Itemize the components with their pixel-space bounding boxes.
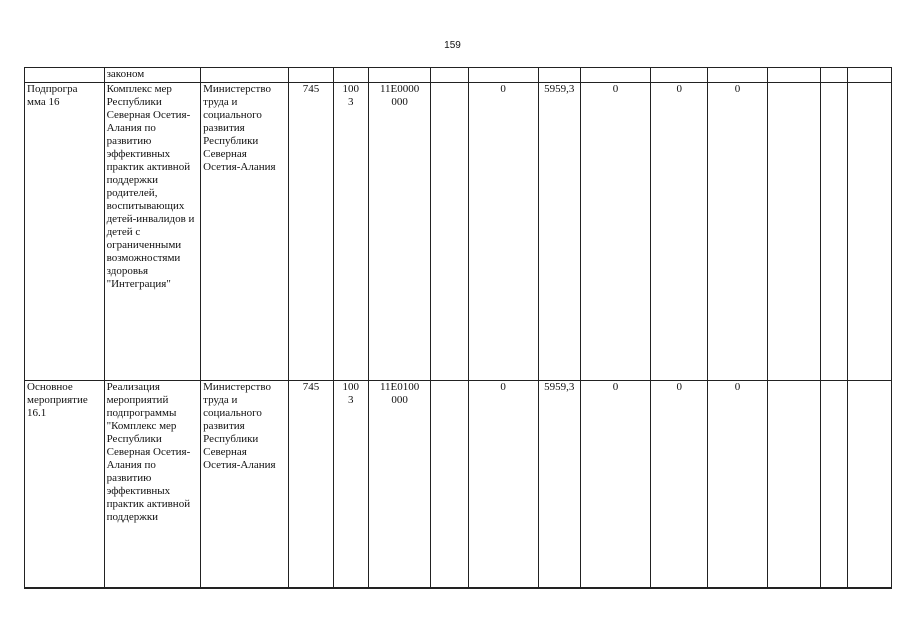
- table-row: [25, 83, 892, 381]
- program-name-cell: Основное мероприятие 16.1: [25, 381, 105, 589]
- csr-cell: 11Е0100 000: [368, 381, 431, 589]
- budget-table: [24, 67, 892, 589]
- table-cell: [848, 83, 892, 381]
- rzpr-cell: 100 3: [333, 381, 368, 589]
- grbs-cell: 745: [289, 381, 334, 589]
- program-name-cell: Подпрогра мма 16: [25, 83, 105, 381]
- value-cell: 0: [708, 381, 767, 589]
- table-cell: [767, 83, 820, 381]
- value-cell: 0: [468, 381, 538, 589]
- value-cell: 0: [708, 83, 767, 381]
- csr-cell: 11Е0000 000: [368, 83, 431, 381]
- page-number: 159: [444, 40, 461, 51]
- value-cell: 0: [581, 381, 651, 589]
- value-cell: 0: [581, 83, 651, 381]
- table-cell: [581, 68, 651, 83]
- rzpr-cell: 100 3: [333, 83, 368, 381]
- program-title-cell: Реализация мероприятий подпрограммы "Комплекс мер Республики Северная Осетия-Алания по развитию эффективных практик активной поддержки: [104, 381, 201, 589]
- executor-cell: Министерство труда и социального развития Республики Северная Осетия-Алания: [201, 83, 289, 381]
- table-row: [25, 381, 892, 589]
- table-cell: [767, 381, 820, 589]
- table-cell: [201, 68, 289, 83]
- value-cell: 5959,3: [538, 83, 580, 381]
- table-cell: законом: [104, 68, 201, 83]
- value-cell: 0: [468, 83, 538, 381]
- table-cell: [708, 68, 767, 83]
- table-cell: [820, 83, 848, 381]
- table-cell: [767, 68, 820, 83]
- table-cell: [431, 68, 468, 83]
- executor-cell: Министерство труда и социального развития Республики Северная Осетия-Алания: [201, 381, 289, 589]
- table-cell: [25, 68, 105, 83]
- table-cell: [333, 68, 368, 83]
- grbs-cell: 745: [289, 83, 334, 381]
- table-cell: [289, 68, 334, 83]
- table-cell: [848, 68, 892, 83]
- table-cell: [651, 68, 708, 83]
- value-cell: 0: [651, 83, 708, 381]
- table-cell: [820, 68, 848, 83]
- value-cell: 0: [651, 381, 708, 589]
- table-cell: [538, 68, 580, 83]
- table-cell: [431, 83, 468, 381]
- value-cell: 5959,3: [538, 381, 580, 589]
- table-cell: [820, 381, 848, 589]
- table-cell: [468, 68, 538, 83]
- table-cell: [368, 68, 431, 83]
- table-cell: [848, 381, 892, 589]
- table-row-carryover: [25, 68, 892, 83]
- table-cell: [431, 381, 468, 589]
- program-title-cell: Комплекс мер Республики Северная Осетия-Алания по развитию эффективных практик активной поддержки родителей, воспитывающих детей-инвалидов и детей с ограниченными возможностями здоровья "Интеграция": [104, 83, 201, 381]
